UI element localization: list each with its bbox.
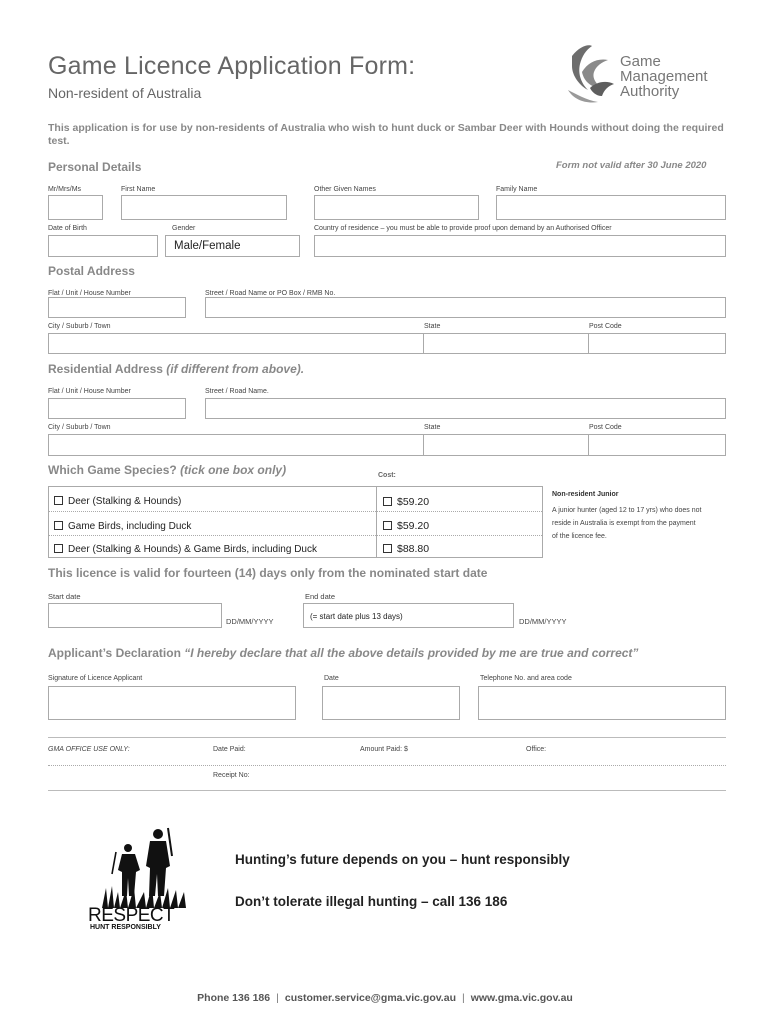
- footer-separator-2: |: [461, 992, 465, 1004]
- postal-state-field[interactable]: [423, 333, 589, 354]
- form-title: Game Licence Application Form:: [48, 52, 416, 80]
- signature-label: Signature of Licence Applicant: [48, 675, 143, 682]
- other-names-label: Other Given Names: [314, 186, 376, 193]
- declaration-heading: [48, 646, 638, 660]
- title-label: Mr/Mrs/Ms: [48, 186, 82, 193]
- telephone-field[interactable]: [478, 686, 726, 720]
- dob-field[interactable]: [48, 235, 158, 257]
- end-date-label: End date: [305, 592, 336, 601]
- junior-text-2: reside in Australia is exempt from the payment: [552, 520, 696, 527]
- res-street-field[interactable]: [205, 398, 726, 419]
- telephone-label: Telephone No. and area code: [480, 675, 572, 682]
- signature-field[interactable]: [48, 686, 296, 720]
- footer-phone: Phone 136 186: [197, 992, 271, 1004]
- species-option-deer-label: Deer (Stalking & Hounds): [68, 496, 182, 507]
- price-both-label: $88.80: [397, 543, 430, 555]
- gma-logo-icon: [566, 42, 618, 106]
- species-option-deer[interactable]: [54, 496, 181, 507]
- price-birds[interactable]: [383, 520, 429, 532]
- res-city-field[interactable]: [48, 434, 424, 456]
- price-both[interactable]: [383, 543, 429, 555]
- checkbox-deer-price[interactable]: [383, 497, 392, 506]
- species-option-both-label: Deer (Stalking & Hounds) & Game Birds, including Duck: [68, 544, 317, 555]
- cost-label: Cost:: [378, 472, 396, 479]
- other-names-field[interactable]: [314, 195, 479, 220]
- start-date-label: Start date: [48, 592, 81, 601]
- slogan-illegal-hunting: Don’t tolerate illegal hunting – call 136 186: [235, 894, 508, 909]
- res-postcode-label: Post Code: [589, 424, 622, 431]
- end-date-field[interactable]: (= start date plus 13 days): [303, 603, 514, 628]
- gender-field[interactable]: Male/Female: [165, 235, 300, 257]
- postal-unit-label: Flat / Unit / House Number: [48, 290, 131, 297]
- validity-heading: This licence is valid for fourteen (14) days only from the nominated start date: [48, 566, 488, 580]
- first-name-label: First Name: [121, 186, 156, 193]
- footer-contact: [0, 992, 770, 1004]
- dob-label: Date of Birth: [48, 225, 87, 232]
- species-option-birds-label: Game Birds, including Duck: [68, 521, 192, 532]
- footer-web-link[interactable]: www.gma.vic.gov.au: [470, 992, 573, 1004]
- family-name-field[interactable]: [496, 195, 726, 220]
- form-subtitle: Non-resident of Australia: [48, 85, 202, 101]
- species-heading: [48, 463, 286, 477]
- declaration-quote: “I hereby declare that all the above details provided by me are true and correct”: [184, 646, 639, 660]
- postal-state-label: State: [424, 323, 441, 330]
- res-unit-label: Flat / Unit / House Number: [48, 388, 131, 395]
- price-deer-label: $59.20: [397, 496, 430, 508]
- res-state-label: State: [424, 424, 441, 431]
- declaration-date-field[interactable]: [322, 686, 460, 720]
- checkbox-both[interactable]: [54, 544, 63, 553]
- species-table: [48, 486, 543, 558]
- checkbox-birds[interactable]: [54, 521, 63, 530]
- logo-line-authority: Authority: [620, 83, 680, 100]
- start-date-format: DD/MM/YYYY: [226, 617, 274, 626]
- species-option-birds[interactable]: [54, 521, 191, 532]
- postal-city-field[interactable]: [48, 333, 424, 354]
- res-city-label: City / Suburb / Town: [48, 424, 111, 431]
- slogan-hunting-future: Hunting’s future depends on you – hunt responsibly: [235, 852, 570, 867]
- junior-text-1: A junior hunter (aged 12 to 17 yrs) who does not: [552, 507, 702, 514]
- gma-logo: [566, 42, 736, 108]
- postal-address-heading: Postal Address: [48, 264, 135, 278]
- checkbox-birds-price[interactable]: [383, 521, 392, 530]
- gender-label: Gender: [172, 225, 196, 232]
- office-label: Office:: [526, 746, 547, 753]
- receipt-label: Receipt No:: [213, 772, 250, 779]
- species-heading-text: Which Game Species?: [48, 463, 177, 477]
- species-heading-note: (tick one box only): [180, 463, 287, 477]
- checkbox-both-price[interactable]: [383, 544, 392, 553]
- junior-note: [552, 491, 732, 543]
- declaration-heading-text: Applicant’s Declaration: [48, 646, 181, 660]
- footer-email-link[interactable]: customer.service@gma.vic.gov.au: [284, 992, 456, 1004]
- family-name-label: Family Name: [496, 186, 538, 193]
- first-name-field[interactable]: [121, 195, 287, 220]
- declaration-date-label: Date: [324, 675, 339, 682]
- footer-separator-1: |: [276, 992, 279, 1004]
- res-street-label: Street / Road Name.: [205, 388, 269, 395]
- office-use-section: [48, 737, 726, 791]
- title-field[interactable]: [48, 195, 103, 220]
- price-birds-label: $59.20: [397, 520, 430, 532]
- junior-text-3: of the licence fee.: [552, 533, 607, 540]
- amount-paid-label: Amount Paid: $: [360, 746, 408, 753]
- junior-heading: Non-resident Junior: [552, 491, 619, 498]
- postal-city-label: City / Suburb / Town: [48, 323, 111, 330]
- postal-postcode-field[interactable]: [588, 333, 726, 354]
- respect-text: RESPECT: [88, 905, 175, 926]
- intro-text: This application is for use by non-residents of Australia who wish to hunt duck or Sambar Deer with Hounds without doing the required test.: [48, 122, 724, 147]
- postal-postcode-label: Post Code: [589, 323, 622, 330]
- res-unit-field[interactable]: [48, 398, 186, 419]
- checkbox-deer[interactable]: [54, 496, 63, 505]
- species-option-both[interactable]: [54, 544, 317, 555]
- residential-address-heading: [48, 362, 304, 376]
- respect-logo: [86, 826, 196, 936]
- date-paid-label: Date Paid:: [213, 746, 246, 753]
- res-state-field[interactable]: [423, 434, 589, 456]
- postal-unit-field[interactable]: [48, 297, 186, 318]
- logo-line-game: Game: [620, 53, 661, 70]
- validity-note: Form not valid after 30 June 2020: [556, 160, 707, 171]
- start-date-field[interactable]: [48, 603, 222, 628]
- end-date-format: DD/MM/YYYY: [519, 617, 567, 626]
- postal-street-field[interactable]: [205, 297, 726, 318]
- hunt-responsibly-text: HUNT RESPONSIBLY: [90, 924, 161, 931]
- residential-heading-note: (if different from above).: [166, 362, 305, 376]
- residential-heading-text: Residential Address: [48, 362, 163, 376]
- personal-details-heading: Personal Details: [48, 160, 142, 174]
- res-postcode-field[interactable]: [588, 434, 726, 456]
- logo-line-management: Management: [620, 68, 708, 85]
- office-use-label: GMA OFFICE USE ONLY:: [48, 746, 130, 753]
- country-label: Country of residence – you must be able to provide proof upon demand by an Authorised Officer: [314, 225, 612, 232]
- price-deer[interactable]: [383, 496, 429, 508]
- postal-street-label: Street / Road Name or PO Box / RMB No.: [205, 290, 336, 297]
- hunters-silhouette-icon: [98, 826, 188, 908]
- country-field[interactable]: [314, 235, 726, 257]
